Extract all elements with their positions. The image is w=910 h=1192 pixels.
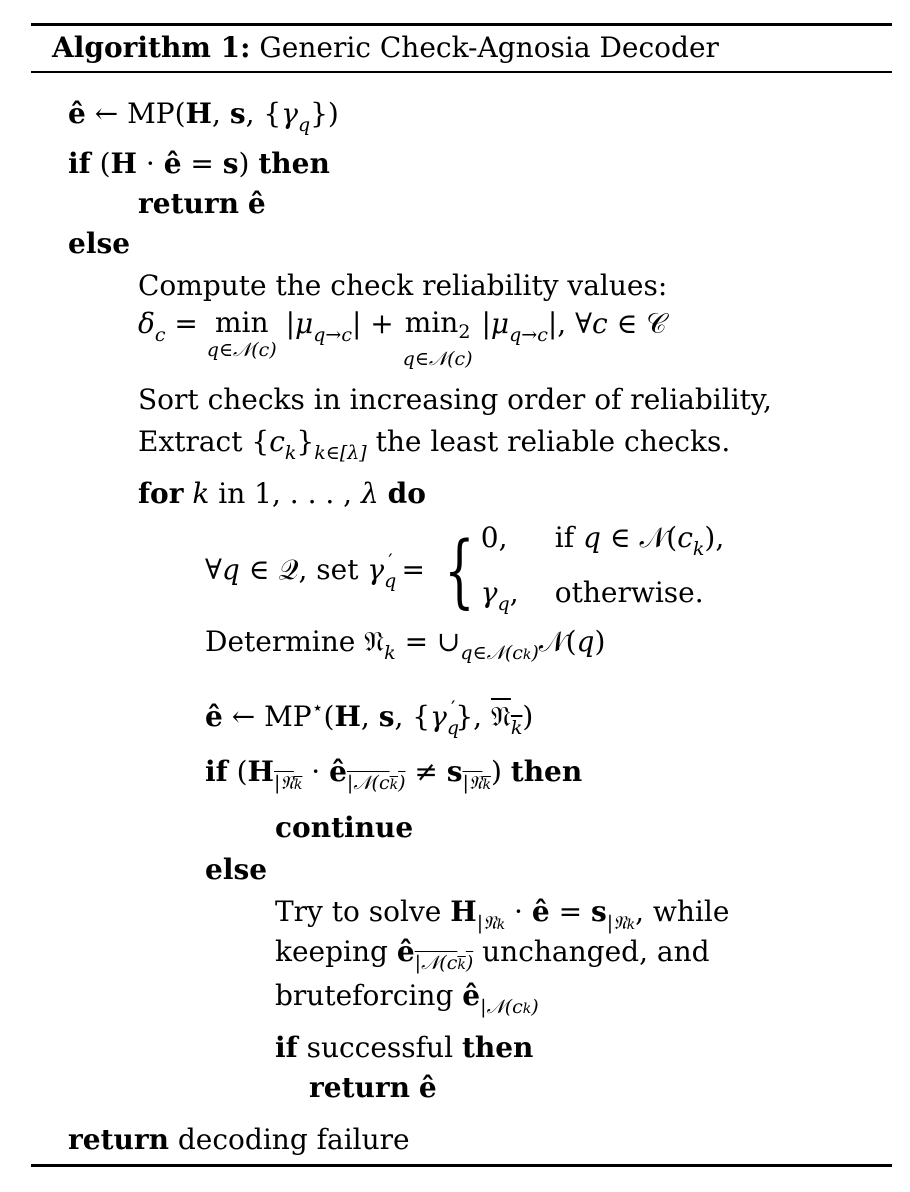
line-set-gamma: ∀q ∈ 𝒬, set $\gamma_q'$ = { 0, if q ∈ $𝒩(c_k)$, $\gamma_q$, otherwise. <box>205 518 724 624</box>
top-rule <box>31 23 892 26</box>
line-sort-checks: Sort checks in increasing order of reliability, <box>138 383 772 416</box>
bottom-rule <box>31 1164 892 1167</box>
cases-block: 0, if q ∈ $𝒩(c_k)$, $\gamma_q$, otherwise. <box>480 521 725 615</box>
line-bruteforcing: bruteforcing $ê_{|𝒩(ck)}$ <box>275 979 539 1018</box>
algorithm-label: Algorithm 1: <box>52 31 251 64</box>
line-for-loop: for k in 1, . . . , λ do <box>138 477 426 510</box>
line-if-partial-syndrome: if ($H_{|𝔑k}$ · $ê_{|𝒩(ck)} \ne s_{|𝔑k}$) then <box>205 755 583 794</box>
line-extract-checks: Extract $\{c_k\}_{k\in[\lambda]}$ the least reliable checks. <box>138 425 731 464</box>
caption-rule <box>31 71 892 73</box>
algorithm-title: Generic Check-Agnosia Decoder <box>259 31 719 64</box>
algorithm-caption <box>52 30 719 66</box>
line-else: else <box>68 227 131 260</box>
line-return-e: return ê <box>138 187 266 220</box>
line-delta-formula: $\delta_c$ = min q∈𝒩(c) $|\mu_{q\to c}|$ + $\min_2$ q∈𝒩(c) $|\mu_{q\to c}|$, ∀c ∈ 𝒞 <box>138 306 667 370</box>
line-continue: continue <box>275 811 414 844</box>
left-brace-icon: { <box>444 524 475 617</box>
line-mp-star: ê ← MP⋆(H, s, $\{\gamma_q'\}$, 𝔑$_k$) <box>205 697 534 739</box>
line-return-failure: return decoding failure <box>68 1123 410 1156</box>
line-compute-reliability: Compute the check reliability values: <box>138 269 668 302</box>
line-mp-init: ê ← MP(H, s, $\{\gamma_q\}$) <box>68 97 339 136</box>
line-if-successful: if successful then <box>275 1031 534 1064</box>
line-if-syndrome: if (H · ê = s) then <box>68 147 330 180</box>
line-determine-n: Determine 𝔑$_k$ = $\cup_{q\in 𝒩(ck)}𝒩(q)$ <box>205 625 606 664</box>
line-else-inner: else <box>205 853 268 886</box>
line-try-solve: Try to solve $H_{|𝔑k}$ · ê = $s_{|𝔑k}$, while <box>275 895 730 934</box>
line-keeping: keeping $ê_{|𝒩(ck)}$ unchanged, and <box>275 935 710 974</box>
line-return-e-inner: return ê <box>309 1071 437 1104</box>
